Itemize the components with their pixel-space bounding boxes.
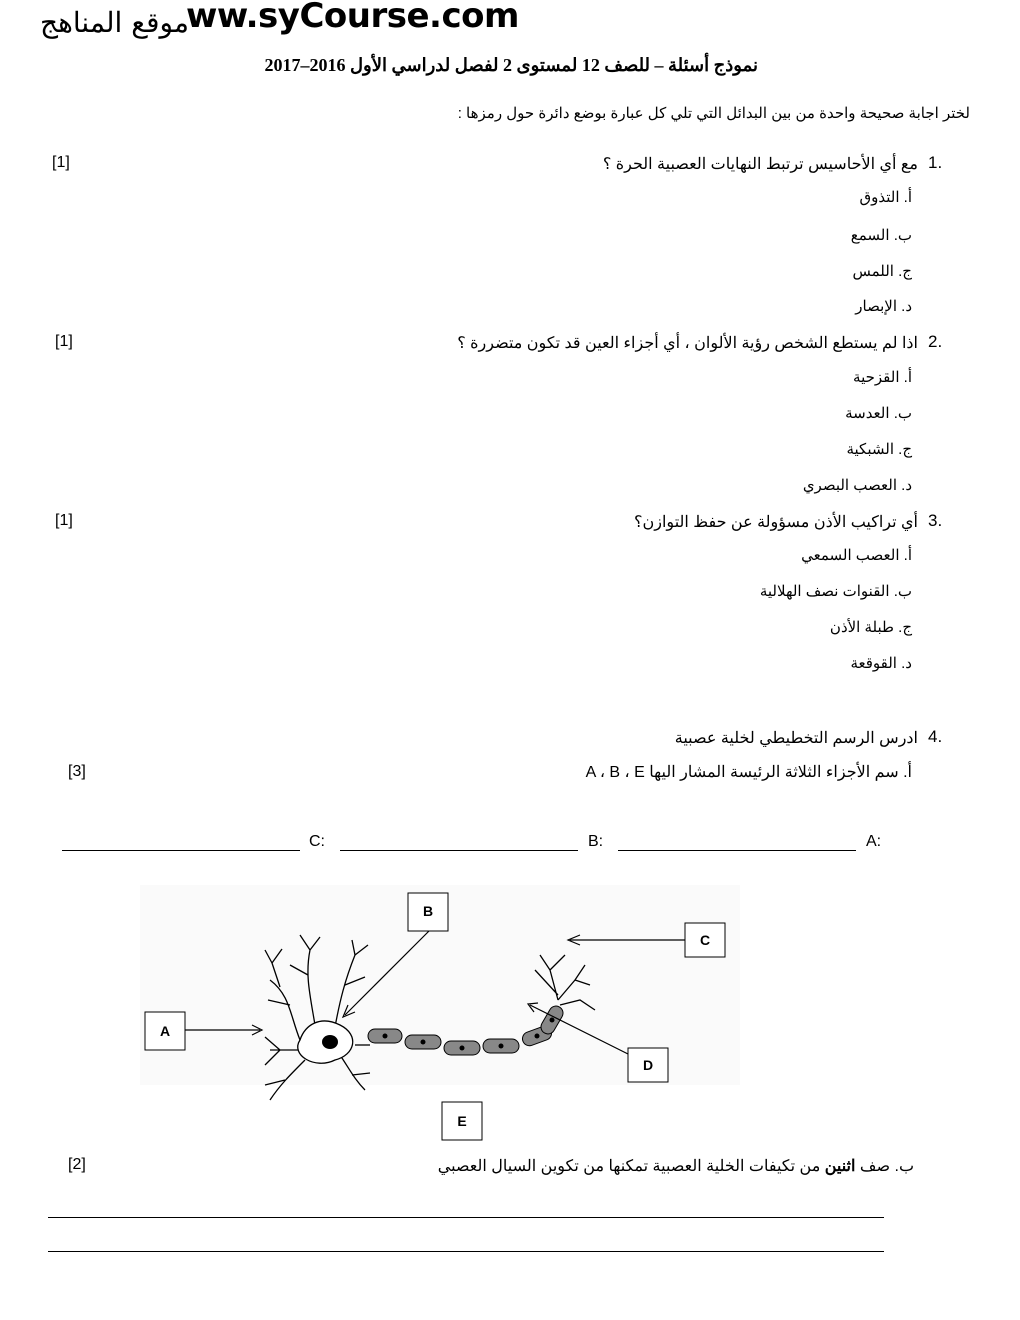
question-number: 4. bbox=[928, 727, 943, 746]
part-b-prefix: ب. صف bbox=[855, 1158, 914, 1175]
question-mark: [1] bbox=[55, 512, 73, 529]
part-b-bold: اثنين bbox=[824, 1158, 856, 1175]
part-b-rest: من تكيفات الخلية العصبية تمكنها من تكوين السيال العصبي bbox=[437, 1158, 825, 1175]
label-b: B bbox=[422, 903, 434, 919]
option[interactable]: ج. اللمس bbox=[852, 263, 912, 280]
label-d: D bbox=[642, 1057, 654, 1073]
option[interactable]: ب. القنوات نصف الهلالية bbox=[759, 583, 912, 600]
neuron-diagram bbox=[140, 885, 740, 1150]
question-text: مع أي الأحاسيس ترتبط النهايات العصبية الحرة ؟ bbox=[602, 156, 918, 173]
question-mark: [1] bbox=[52, 154, 70, 171]
instruction: لختر اجابة صحيحة واحدة من بين البدائل التي تلي كل عبارة بوضع دائرة حول رمزها : bbox=[457, 105, 970, 122]
option[interactable]: د. العصب البصري bbox=[802, 477, 912, 494]
part-a-mark: [3] bbox=[68, 763, 86, 780]
answer-blank-a[interactable] bbox=[618, 850, 856, 851]
question-number: 2. bbox=[928, 332, 943, 351]
logo-arabic: موقع المناهج bbox=[40, 6, 189, 39]
label-c: C bbox=[699, 932, 711, 948]
answer-label-c: C: bbox=[309, 833, 325, 850]
option[interactable]: ب. السمع bbox=[850, 227, 912, 244]
question-number: 1. bbox=[928, 153, 943, 172]
option[interactable]: أ. العصب السمعي bbox=[801, 547, 912, 564]
nucleus bbox=[322, 1035, 338, 1049]
question-mark: [1] bbox=[55, 333, 73, 350]
option[interactable]: أ. التذوق bbox=[859, 189, 912, 206]
part-a-text: أ. سم الأجزاء الثلاثة الرئيسة المشار اليها A ، B ، E bbox=[585, 764, 912, 781]
option[interactable]: أ. القزحية bbox=[853, 369, 912, 386]
answer-line[interactable] bbox=[48, 1251, 884, 1252]
answer-blank-b[interactable] bbox=[340, 850, 578, 851]
question-number: 3. bbox=[928, 511, 943, 530]
logo-site: ww.syCourse.com bbox=[186, 0, 519, 36]
part-b-mark: [2] bbox=[68, 1156, 86, 1173]
answer-label-a: A: bbox=[866, 833, 882, 850]
option[interactable]: د. الإبصار bbox=[855, 298, 912, 315]
part-b-text bbox=[438, 1156, 914, 1176]
option[interactable]: ب. العدسة bbox=[845, 405, 912, 422]
question-text: اذا لم يستطع الشخص رؤية الألوان ، أي أجزاء العين قد تكون متضررة ؟ bbox=[457, 335, 918, 352]
option[interactable]: ج. طبلة الأذن bbox=[829, 619, 912, 636]
question-text: أي تراكيب الأذن مسؤولة عن حفظ التوازن؟ bbox=[634, 514, 918, 531]
label-a: A bbox=[159, 1023, 171, 1039]
answer-label-b: B: bbox=[588, 833, 604, 850]
option[interactable]: ج. الشبكية bbox=[846, 441, 912, 458]
question-text: ادرس الرسم التخطيطي لخلية عصبية bbox=[674, 730, 918, 747]
answer-blank-c[interactable] bbox=[62, 850, 300, 851]
label-e: E bbox=[457, 1113, 467, 1129]
option[interactable]: د. القوقعة bbox=[850, 655, 912, 672]
page-title: نموذج أسئلة – للصف 12 لمستوى 2 لفصل لدراسي الأول 2016–2017 bbox=[264, 55, 758, 75]
answer-line[interactable] bbox=[48, 1217, 884, 1218]
